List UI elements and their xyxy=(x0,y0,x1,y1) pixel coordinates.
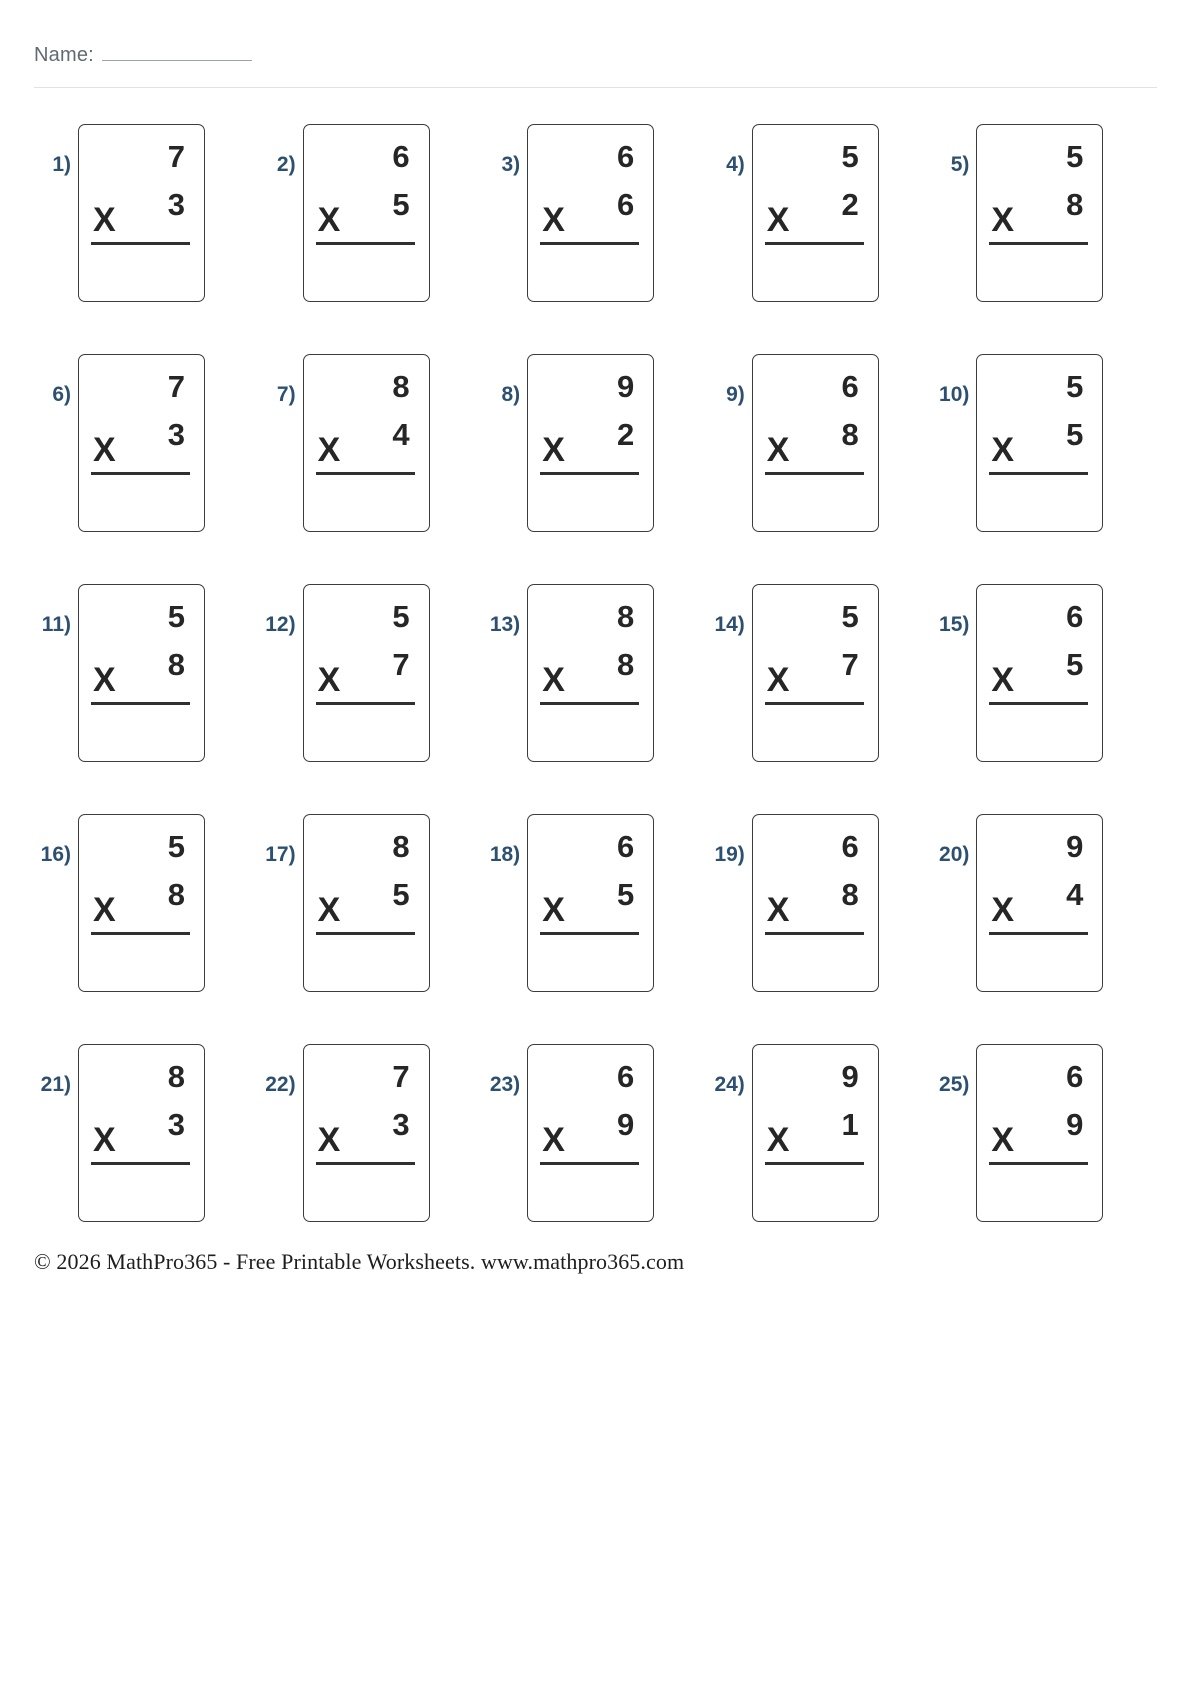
multiplier-digit: 4 xyxy=(1066,877,1084,912)
problem-cell xyxy=(932,354,1157,532)
multiply-operator-icon: X xyxy=(542,891,565,929)
problem-box[interactable] xyxy=(527,124,654,302)
problem-box[interactable] xyxy=(976,1044,1103,1222)
multiplicand-digit: 6 xyxy=(616,139,635,174)
problem-cell xyxy=(708,584,933,762)
multiply-operator-icon: X xyxy=(93,1121,116,1159)
answer-rule-line xyxy=(540,1162,639,1165)
problem-number: 2) xyxy=(276,153,296,176)
problem-cell xyxy=(34,1044,259,1222)
problem-cell xyxy=(932,1044,1157,1222)
problem-number: 12) xyxy=(265,613,296,636)
multiplicand-digit: 9 xyxy=(841,1059,859,1094)
multiplier-digit: 1 xyxy=(841,1107,859,1142)
answer-rule-line xyxy=(765,472,864,475)
problem-cell xyxy=(483,354,708,532)
multiplier-digit: 9 xyxy=(616,1107,635,1142)
multiplier-digit: 3 xyxy=(392,1107,410,1142)
answer-rule-line xyxy=(989,242,1088,245)
problem-box[interactable] xyxy=(752,124,879,302)
multiplicand-digit: 5 xyxy=(392,599,410,634)
answer-rule-line xyxy=(316,242,415,245)
multiplicand-digit: 5 xyxy=(1066,369,1084,404)
multiplicand-digit: 7 xyxy=(392,1059,410,1094)
multiply-operator-icon: X xyxy=(766,431,790,469)
name-label: Name: xyxy=(34,44,94,66)
problem-number: 5) xyxy=(950,153,970,176)
multiplicand-digit: 5 xyxy=(167,599,185,634)
problem-number: 10) xyxy=(939,383,970,406)
problem-box[interactable] xyxy=(976,354,1103,532)
multiplier-digit: 8 xyxy=(616,647,635,682)
multiplier-digit: 8 xyxy=(167,647,185,682)
problem-box[interactable] xyxy=(527,1044,654,1222)
answer-rule-line xyxy=(765,1162,864,1165)
problem-cell xyxy=(932,584,1157,762)
problem-box[interactable] xyxy=(976,814,1103,992)
problem-cell xyxy=(259,814,484,992)
multiplier-digit: 3 xyxy=(167,187,185,222)
answer-rule-line xyxy=(989,472,1088,475)
worksheet-header xyxy=(0,0,1191,88)
answer-rule-line xyxy=(316,702,415,705)
answer-rule-line xyxy=(540,932,639,935)
problem-number: 17) xyxy=(265,843,296,866)
problem-cell xyxy=(34,814,259,992)
multiply-operator-icon: X xyxy=(542,661,565,699)
multiplicand-digit: 7 xyxy=(167,139,185,174)
multiply-operator-icon: X xyxy=(317,891,341,929)
problem-cell xyxy=(259,584,484,762)
answer-rule-line xyxy=(316,1162,415,1165)
problem-box[interactable] xyxy=(527,354,654,532)
problem-number: 23) xyxy=(489,1073,521,1096)
answer-rule-line xyxy=(540,242,639,245)
multiply-operator-icon: X xyxy=(991,201,1015,239)
problem-number: 14) xyxy=(714,613,745,636)
problem-cell xyxy=(708,814,933,992)
multiplicand-digit: 6 xyxy=(392,139,410,174)
problem-box[interactable] xyxy=(78,124,205,302)
problem-cell xyxy=(483,1044,708,1222)
answer-rule-line xyxy=(989,1162,1088,1165)
answer-rule-line xyxy=(91,1162,190,1165)
multiply-operator-icon: X xyxy=(542,431,565,469)
multiply-operator-icon: X xyxy=(766,891,790,929)
problem-box[interactable] xyxy=(527,584,654,762)
problem-cell xyxy=(34,124,259,302)
answer-rule-line xyxy=(540,702,639,705)
multiply-operator-icon: X xyxy=(93,661,116,699)
multiplier-digit: 7 xyxy=(841,647,859,682)
multiplier-digit: 5 xyxy=(1066,647,1084,682)
problem-number: 13) xyxy=(489,613,521,636)
multiplier-digit: 8 xyxy=(167,877,185,912)
problem-number: 8) xyxy=(501,383,521,406)
multiplicand-digit: 8 xyxy=(392,369,410,404)
problem-number: 3) xyxy=(501,153,521,176)
problem-box[interactable] xyxy=(78,814,205,992)
problem-number: 6) xyxy=(52,383,71,406)
answer-rule-line xyxy=(91,242,190,245)
multiplicand-digit: 5 xyxy=(1066,139,1084,174)
problem-box[interactable] xyxy=(303,584,430,762)
multiply-operator-icon: X xyxy=(991,661,1015,699)
answer-rule-line xyxy=(765,932,864,935)
problem-box[interactable] xyxy=(303,814,430,992)
multiplier-digit: 5 xyxy=(616,877,635,912)
multiplicand-digit: 5 xyxy=(167,829,185,864)
multiply-operator-icon: X xyxy=(317,661,341,699)
multiply-operator-icon: X xyxy=(93,891,116,929)
multiplicand-digit: 6 xyxy=(616,829,635,864)
multiplier-digit: 5 xyxy=(392,187,410,222)
multiplier-digit: 8 xyxy=(841,417,859,452)
problem-cell xyxy=(932,124,1157,302)
problem-box[interactable] xyxy=(752,354,879,532)
problem-cell xyxy=(34,354,259,532)
problem-cell xyxy=(483,584,708,762)
problem-number: 21) xyxy=(40,1073,71,1096)
multiply-operator-icon: X xyxy=(317,201,341,239)
multiplicand-digit: 8 xyxy=(167,1059,185,1094)
answer-rule-line xyxy=(765,702,864,705)
problem-cell xyxy=(708,1044,933,1222)
answer-rule-line xyxy=(989,702,1088,705)
problem-box[interactable] xyxy=(752,584,879,762)
answer-rule-line xyxy=(91,472,190,475)
problem-number: 1) xyxy=(52,153,71,176)
problem-number: 9) xyxy=(726,383,745,406)
multiply-operator-icon: X xyxy=(542,1121,565,1159)
multiplier-digit: 4 xyxy=(392,417,410,452)
multiply-operator-icon: X xyxy=(317,1121,341,1159)
multiplier-digit: 8 xyxy=(1066,187,1084,222)
problem-number: 18) xyxy=(489,843,521,866)
answer-rule-line xyxy=(316,472,415,475)
problem-box[interactable] xyxy=(303,124,430,302)
multiplicand-digit: 9 xyxy=(616,369,635,404)
multiplier-digit: 3 xyxy=(167,1107,185,1142)
problem-number: 20) xyxy=(939,843,970,866)
multiplicand-digit: 8 xyxy=(392,829,410,864)
problem-cell xyxy=(259,1044,484,1222)
header-divider xyxy=(34,87,1157,88)
multiplier-digit: 8 xyxy=(841,877,859,912)
problem-number: 15) xyxy=(939,613,970,636)
problem-number: 7) xyxy=(276,383,296,406)
multiplicand-digit: 9 xyxy=(1066,829,1084,864)
multiply-operator-icon: X xyxy=(317,431,341,469)
problem-box[interactable] xyxy=(976,124,1103,302)
multiplicand-digit: 7 xyxy=(167,369,185,404)
multiplicand-digit: 5 xyxy=(841,599,859,634)
multiplicand-digit: 6 xyxy=(841,369,859,404)
multiply-operator-icon: X xyxy=(766,201,790,239)
multiply-operator-icon: X xyxy=(766,661,790,699)
answer-rule-line xyxy=(989,932,1088,935)
problem-number: 22) xyxy=(265,1073,296,1096)
multiplier-digit: 5 xyxy=(1066,417,1084,452)
problem-box[interactable] xyxy=(303,354,430,532)
problem-cell xyxy=(34,584,259,762)
multiplicand-digit: 5 xyxy=(841,139,859,174)
problem-number: 25) xyxy=(939,1073,970,1096)
multiplier-digit: 5 xyxy=(392,877,410,912)
footer-credit: © 2026 MathPro365 - Free Printable Worksheets. www.mathpro365.com xyxy=(34,1249,685,1274)
multiplier-digit: 3 xyxy=(167,417,185,452)
multiply-operator-icon: X xyxy=(93,201,116,239)
problem-box[interactable] xyxy=(527,814,654,992)
multiplicand-digit: 6 xyxy=(616,1059,635,1094)
answer-rule-line xyxy=(540,472,639,475)
problem-box[interactable] xyxy=(78,584,205,762)
multiplier-digit: 6 xyxy=(616,187,635,222)
name-input-blank[interactable] xyxy=(102,46,252,61)
multiplier-digit: 7 xyxy=(392,647,410,682)
problem-cell xyxy=(259,124,484,302)
problem-cell xyxy=(932,814,1157,992)
problem-box[interactable] xyxy=(752,814,879,992)
answer-rule-line xyxy=(91,932,190,935)
multiplicand-digit: 6 xyxy=(1066,599,1084,634)
problem-number: 4) xyxy=(726,153,745,176)
name-row xyxy=(34,44,1157,67)
answer-rule-line xyxy=(765,242,864,245)
multiply-operator-icon: X xyxy=(766,1121,790,1159)
multiplicand-digit: 6 xyxy=(841,829,859,864)
multiply-operator-icon: X xyxy=(991,1121,1015,1159)
problem-box[interactable] xyxy=(976,584,1103,762)
problem-box[interactable] xyxy=(78,354,205,532)
multiply-operator-icon: X xyxy=(93,431,116,469)
problem-number: 11) xyxy=(41,613,71,636)
problem-box[interactable] xyxy=(752,1044,879,1222)
problem-number: 16) xyxy=(40,843,71,866)
problem-box[interactable] xyxy=(303,1044,430,1222)
multiplier-digit: 9 xyxy=(1066,1107,1084,1142)
multiplicand-digit: 6 xyxy=(1066,1059,1084,1094)
problem-cell xyxy=(708,354,933,532)
answer-rule-line xyxy=(91,702,190,705)
problem-cell xyxy=(483,124,708,302)
problem-cell xyxy=(483,814,708,992)
problem-number: 19) xyxy=(714,843,745,866)
problem-number: 24) xyxy=(714,1073,745,1096)
problem-cell xyxy=(708,124,933,302)
multiply-operator-icon: X xyxy=(542,201,565,239)
problem-grid xyxy=(0,124,1191,1222)
problem-box[interactable] xyxy=(78,1044,205,1222)
problem-cell xyxy=(259,354,484,532)
multiplicand-digit: 8 xyxy=(616,599,635,634)
answer-rule-line xyxy=(316,932,415,935)
multiplier-digit: 2 xyxy=(841,187,859,222)
multiply-operator-icon: X xyxy=(991,431,1015,469)
multiplier-digit: 2 xyxy=(616,417,635,452)
multiply-operator-icon: X xyxy=(991,891,1015,929)
